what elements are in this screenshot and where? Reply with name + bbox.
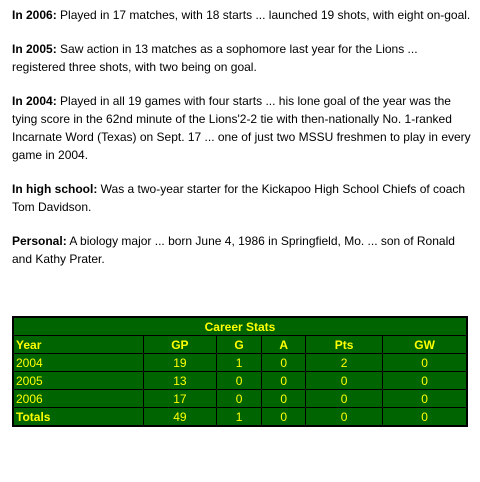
bio-label: In 2006: bbox=[12, 8, 57, 22]
header-g: G bbox=[217, 336, 262, 353]
bio-paragraph-2006 bbox=[12, 6, 472, 24]
stats-title-row bbox=[14, 318, 466, 335]
cell-pts: 0 bbox=[306, 390, 382, 407]
cell-a: 0 bbox=[262, 390, 305, 407]
cell-gw: 0 bbox=[383, 390, 466, 407]
header-year: Year bbox=[14, 336, 143, 353]
table-row bbox=[14, 372, 466, 389]
career-stats-table bbox=[12, 316, 468, 427]
cell-pts: 0 bbox=[306, 372, 382, 389]
stats-header-row bbox=[14, 336, 466, 353]
cell-a: 0 bbox=[262, 354, 305, 371]
stats-title: Career Stats bbox=[14, 318, 466, 335]
cell-year: 2006 bbox=[14, 390, 143, 407]
cell-a: 0 bbox=[262, 408, 305, 425]
bio-text: Saw action in 13 matches as a sophomore last year for the Lions ... registered three shots, with two being on goal. bbox=[12, 42, 418, 74]
cell-year: 2004 bbox=[14, 354, 143, 371]
bio-text: Played in all 19 games with four starts ... his lone goal of the year was the tying score in the 62nd minute of the Lions'2-2 tie with then-nationally No. 1-ranked Incarnate Word (Texas) on Sept. 17 ... one of just two MSSU freshmen to play in every game in 2004. bbox=[12, 94, 471, 162]
cell-a: 0 bbox=[262, 372, 305, 389]
cell-g: 1 bbox=[217, 408, 262, 425]
career-stats-section bbox=[12, 316, 468, 427]
table-row bbox=[14, 390, 466, 407]
cell-pts: 2 bbox=[306, 354, 382, 371]
header-gw: GW bbox=[383, 336, 466, 353]
cell-g: 0 bbox=[217, 390, 262, 407]
bio-paragraph-2005 bbox=[12, 40, 472, 76]
table-row bbox=[14, 354, 466, 371]
bio-text: Played in 17 matches, with 18 starts ... launched 19 shots, with eight on-goal. bbox=[56, 8, 471, 22]
header-pts: Pts bbox=[306, 336, 382, 353]
bio-paragraph-personal bbox=[12, 232, 472, 268]
bio-paragraph-high-school bbox=[12, 180, 472, 216]
cell-year: 2005 bbox=[14, 372, 143, 389]
bio-label: Personal: bbox=[12, 234, 67, 248]
totals-row bbox=[14, 408, 466, 425]
cell-gp: 49 bbox=[144, 408, 216, 425]
header-gp: GP bbox=[144, 336, 216, 353]
cell-gw: 0 bbox=[383, 372, 466, 389]
cell-gp: 19 bbox=[144, 354, 216, 371]
header-a: A bbox=[262, 336, 305, 353]
cell-pts: 0 bbox=[306, 408, 382, 425]
cell-g: 0 bbox=[217, 372, 262, 389]
bio-text: Was a two-year starter for the Kickapoo High School Chiefs of coach Tom Davidson. bbox=[12, 182, 466, 214]
cell-totals-label: Totals bbox=[14, 408, 143, 425]
cell-gw: 0 bbox=[383, 408, 466, 425]
bio-paragraph-2004 bbox=[12, 92, 472, 164]
cell-gp: 17 bbox=[144, 390, 216, 407]
cell-gw: 0 bbox=[383, 354, 466, 371]
bio-label: In high school: bbox=[12, 182, 98, 196]
bio-label: In 2004: bbox=[12, 94, 57, 108]
cell-gp: 13 bbox=[144, 372, 216, 389]
cell-g: 1 bbox=[217, 354, 262, 371]
bio-label: In 2005: bbox=[12, 42, 57, 56]
bio-content bbox=[12, 6, 472, 282]
bio-text: A biology major ... born June 4, 1986 in Springfield, Mo. ... son of Ronald and Kathy Prater. bbox=[12, 234, 455, 266]
